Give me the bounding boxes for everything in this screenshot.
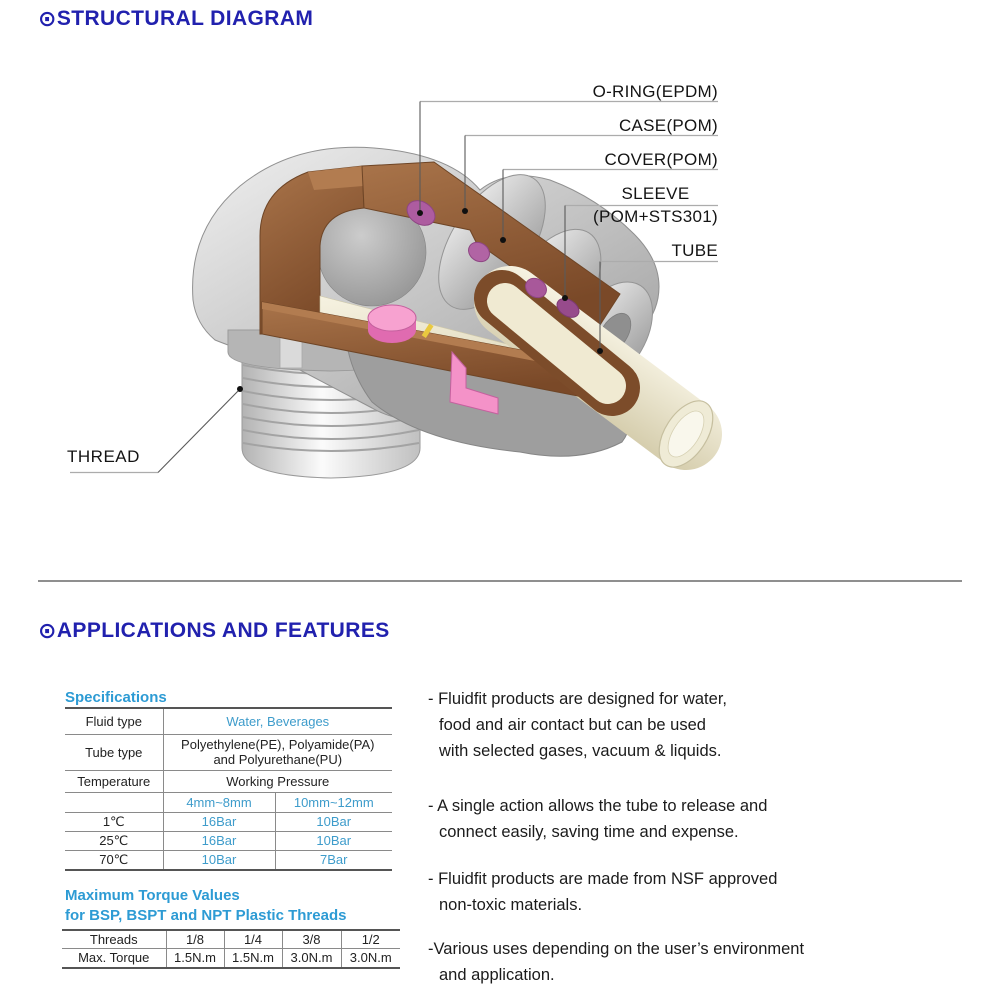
feature-line: - A single action allows the tube to release and	[428, 797, 768, 815]
feature-item	[428, 866, 988, 918]
specifications-table	[65, 707, 392, 871]
label-o-ring: O-RING(EPDM)	[592, 82, 718, 101]
feature-line: and application.	[439, 966, 555, 984]
feature-line: - Fluidfit products are designed for water,	[428, 690, 727, 708]
working-pressure-label: Working Pressure	[163, 770, 392, 792]
tube-type-label: Tube type	[65, 734, 163, 770]
table-row	[62, 930, 400, 949]
feature-item	[428, 793, 988, 845]
feature-line: -Various uses depending on the user’s environment	[428, 940, 805, 958]
feature-line: non-toxic materials.	[439, 896, 583, 914]
table-row	[65, 770, 392, 792]
table-row	[65, 850, 392, 870]
label-sleeve-line2: (POM+STS301)	[593, 207, 718, 226]
tube-type-value: Polyethylene(PE), Polyamide(PA) and Polyurethane(PU)	[163, 734, 392, 770]
section-divider	[38, 580, 962, 582]
specifications-title: Specifications	[65, 689, 167, 706]
label-tube: TUBE	[671, 241, 718, 260]
pressure-large: 7Bar	[275, 850, 392, 870]
table-row	[65, 734, 392, 770]
feature-line: connect easily, saving time and expense.	[439, 823, 739, 841]
thread-size: 1/8	[166, 930, 224, 949]
size-range-small: 4mm~8mm	[163, 792, 275, 812]
pressure-small: 10Bar	[163, 850, 275, 870]
empty-cell	[65, 792, 163, 812]
size-range-large: 10mm~12mm	[275, 792, 392, 812]
pink-disc-part	[368, 305, 416, 343]
temp-value: 1℃	[65, 812, 163, 831]
temp-value: 25℃	[65, 831, 163, 850]
label-case: CASE(POM)	[618, 116, 718, 135]
applications-heading	[38, 619, 390, 644]
thread-size: 1/4	[224, 930, 282, 949]
feature-line: food and air contact but can be used	[439, 716, 706, 734]
torque-title-line2: for BSP, BSPT and NPT Plastic Threads	[65, 907, 347, 924]
pressure-large: 10Bar	[275, 831, 392, 850]
thread-size: 3/8	[282, 930, 341, 949]
torque-title	[65, 886, 346, 926]
table-row	[65, 708, 392, 734]
feature-line: with selected gases, vacuum & liquids.	[439, 742, 722, 760]
label-sleeve	[593, 184, 718, 226]
fluid-type-label: Fluid type	[85, 713, 142, 729]
torque-value: 1.5N.m	[224, 949, 282, 968]
pressure-large: 10Bar	[275, 812, 392, 831]
temperature-label: Temperature	[65, 770, 163, 792]
feature-item	[428, 686, 988, 764]
table-row	[65, 792, 392, 812]
structural-diagram-heading-text: STRUCTURAL DIAGRAM	[56, 7, 314, 30]
threads-header: Threads	[89, 932, 138, 947]
circled-dot-icon: ⊙	[38, 619, 57, 644]
torque-value: 3.0N.m	[341, 949, 400, 968]
fluid-type-value: Water, Beverages	[163, 708, 392, 734]
label-sleeve-line1: SLEEVE	[621, 184, 690, 203]
torque-table	[62, 929, 400, 969]
table-row	[65, 812, 392, 831]
feature-item	[428, 936, 988, 988]
circled-dot-icon: ⊙	[38, 7, 57, 32]
pressure-small: 16Bar	[163, 812, 275, 831]
pressure-small: 16Bar	[163, 831, 275, 850]
table-row	[62, 949, 400, 968]
label-thread: THREAD	[67, 447, 140, 466]
label-cover: COVER(POM)	[604, 150, 718, 169]
max-torque-label: Max. Torque	[62, 949, 166, 968]
feature-line: - Fluidfit products are made from NSF approved	[428, 870, 778, 888]
temp-value: 70℃	[65, 850, 163, 870]
table-row	[65, 831, 392, 850]
torque-title-line1: Maximum Torque Values	[65, 887, 240, 904]
torque-value: 1.5N.m	[166, 949, 224, 968]
applications-heading-text: APPLICATIONS AND FEATURES	[56, 619, 390, 642]
thread-size: 1/2	[341, 930, 400, 949]
torque-value: 3.0N.m	[282, 949, 341, 968]
